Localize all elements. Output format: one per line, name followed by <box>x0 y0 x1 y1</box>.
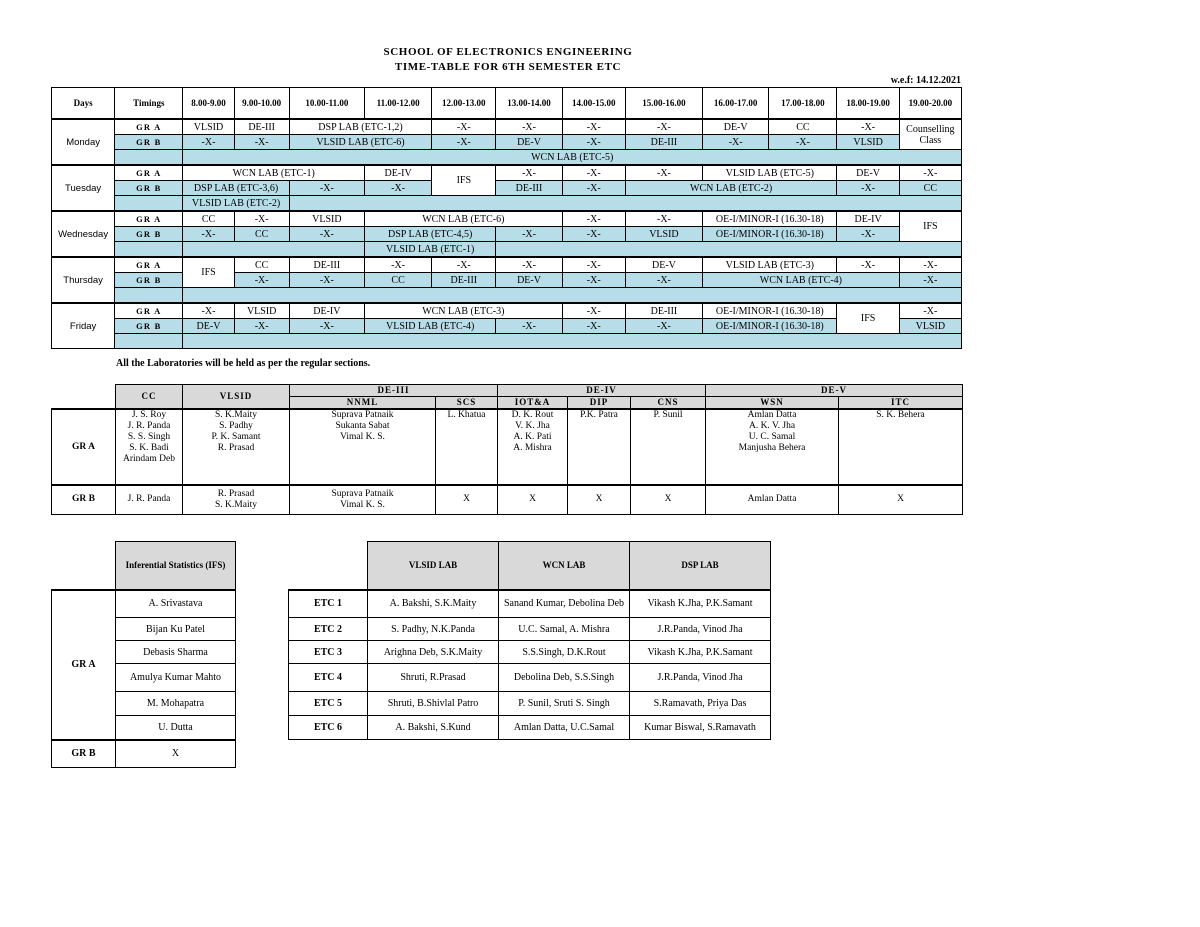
slot-cell: OE-I/MINOR-I (16.30-18) <box>703 211 837 227</box>
lab-row <box>289 664 771 692</box>
faculty-list-itc <box>839 409 963 485</box>
corner-cell <box>52 385 116 410</box>
slot-cell: DE-III <box>432 273 496 288</box>
slot-cell: -X- <box>289 319 364 334</box>
faculty-name: Vimal K. S. <box>340 432 385 442</box>
ifs-row <box>52 590 236 618</box>
slot-cell: CC <box>899 181 961 196</box>
faculty-name: P. K. Samant <box>211 432 261 442</box>
doc-subtitle: TIME-TABLE FOR 6TH SEMESTER ETC <box>394 61 622 73</box>
faculty-name: S. K. Badi <box>129 443 169 453</box>
slot-cell: CC <box>234 227 289 242</box>
group-label: GR A <box>52 590 116 740</box>
faculty-name: A. Srivastava <box>116 590 236 618</box>
faculty-table <box>51 384 963 515</box>
slot-cell: -X- <box>562 257 625 273</box>
group-label: GR B <box>115 273 183 288</box>
faculty-name: Debasis Sharma <box>116 641 236 664</box>
timings-header: Timings <box>115 88 183 120</box>
lab-cell: Kumar Biswal, S.Ramavath <box>630 716 771 740</box>
monday-gra-row <box>52 119 962 135</box>
group-label: GR B <box>115 135 183 150</box>
lab-cell: J.R.Panda, Vinod Jha <box>630 618 771 641</box>
slot-cell <box>115 242 183 258</box>
slot-cell: DE-III <box>289 257 364 273</box>
slot-cell: -X- <box>562 319 625 334</box>
lab-row <box>289 716 771 740</box>
slot-cell: -X- <box>496 119 562 135</box>
slot-cell: DE-V <box>496 273 562 288</box>
faculty-name: R. Prasad <box>217 488 255 499</box>
faculty-list-vlsid <box>183 409 290 485</box>
slot-cell: -X- <box>837 181 899 196</box>
wcn-lab-header: WCN LAB <box>499 542 630 590</box>
group-label: GR B <box>115 227 183 242</box>
slot-cell: DE-III <box>234 119 289 135</box>
faculty-name: X <box>498 485 568 514</box>
slot-cell: DE-IV <box>289 303 364 319</box>
slot-cell: -X- <box>183 135 234 150</box>
slot-cell: WCN LAB (ETC-2) <box>625 181 837 196</box>
slot-cell: -X- <box>562 165 625 181</box>
slot-cell: -X- <box>496 257 562 273</box>
slot-cell: -X- <box>562 181 625 196</box>
time-slot: 16.00-17.00 <box>703 88 769 120</box>
slot-cell: VLSID LAB (ETC-1) <box>364 242 495 258</box>
slot-cell: OE-I/MINOR-I (16.30-18) <box>703 319 837 334</box>
lab-cell: S.S.Singh, D.K.Rout <box>499 641 630 664</box>
faculty-name: Suprava Patnaik <box>331 488 394 499</box>
scs-header: SCS <box>436 397 498 410</box>
faculty-list-cc <box>116 409 183 485</box>
lab-cell: Sanand Kumar, Debolina Deb <box>499 590 630 618</box>
faculty-name: Amulya Kumar Mahto <box>116 664 236 692</box>
slot-cell: -X- <box>364 257 431 273</box>
group-label: GR B <box>115 181 183 196</box>
etc-label: ETC 6 <box>289 716 368 740</box>
group-label: GR A <box>115 119 183 135</box>
faculty-header-row-1 <box>52 385 963 397</box>
slot-cell: -X- <box>562 135 625 150</box>
faculty-name: S. K.Maity <box>215 410 257 420</box>
slot-cell: IFS <box>183 257 234 288</box>
faculty-name: X <box>436 485 498 514</box>
slot-cell: -X- <box>496 165 562 181</box>
slot-cell: VLSID <box>183 119 234 135</box>
faculty-name: L. Khatua <box>447 410 486 420</box>
slot-cell: VLSID <box>625 227 702 242</box>
slot-cell: -X- <box>234 273 289 288</box>
slot-cell: VLSID LAB (ETC-5) <box>703 165 837 181</box>
slot-cell: OE-I/MINOR-I (16.30-18) <box>703 227 837 242</box>
slot-cell: DE-III <box>625 135 702 150</box>
faculty-list-vlsid <box>183 485 290 514</box>
slot-cell: -X- <box>364 181 431 196</box>
de4-header: DE-IV <box>498 385 706 397</box>
slot-cell: -X- <box>899 257 961 273</box>
lab-cell: A. Bakshi, S.Kund <box>368 716 499 740</box>
slot-cell: VLSID LAB (ETC-4) <box>364 319 495 334</box>
slot-cell: DE-IV <box>364 165 431 181</box>
dsp-lab-header: DSP LAB <box>630 542 771 590</box>
day-thursday: Thursday <box>52 257 115 303</box>
days-header: Days <box>52 88 115 120</box>
faculty-name: S. K. Behera <box>876 410 925 420</box>
slot-cell: DSP LAB (ETC-3,6) <box>183 181 289 196</box>
slot-cell: -X- <box>496 319 562 334</box>
slot-cell <box>115 150 183 166</box>
tuesday-combined-row <box>52 196 962 212</box>
wednesday-grb-row <box>52 227 962 242</box>
faculty-name: S. S. Singh <box>127 432 171 442</box>
time-slot: 14.00-15.00 <box>562 88 625 120</box>
lab-cell: U.C. Samal, A. Mishra <box>499 618 630 641</box>
corner-cell <box>52 542 116 590</box>
timetable-header-row <box>52 88 962 120</box>
wednesday-gra-row <box>52 211 962 227</box>
de5-header: DE-V <box>706 385 963 397</box>
slot-cell: VLSID LAB (ETC-3) <box>703 257 837 273</box>
group-label: GR B <box>52 485 116 514</box>
slot-cell: DE-V <box>496 135 562 150</box>
group-label: GR A <box>115 165 183 181</box>
slot-cell: -X- <box>432 257 496 273</box>
slot-cell: VLSID LAB (ETC-2) <box>183 196 289 212</box>
ifs-table <box>51 541 236 768</box>
lab-row <box>289 618 771 641</box>
slot-cell: DE-IV <box>837 211 899 227</box>
day-tuesday: Tuesday <box>52 165 115 211</box>
slot-cell: CC <box>234 257 289 273</box>
ifs-header-row <box>52 542 236 590</box>
slot-cell <box>115 288 183 304</box>
itc-header: ITC <box>839 397 963 410</box>
slot-cell: -X- <box>562 211 625 227</box>
slot-cell: -X- <box>899 303 961 319</box>
faculty-name: Sukanta Sabat <box>335 421 390 431</box>
timetable <box>51 87 962 349</box>
faculty-name: J. R. Panda <box>127 421 171 431</box>
slot-cell: VLSID LAB (ETC-6) <box>289 135 431 150</box>
slot-cell: CC <box>183 211 234 227</box>
etc-label: ETC 3 <box>289 641 368 664</box>
slot-cell: -X- <box>562 227 625 242</box>
slot-cell: VLSID <box>899 319 961 334</box>
faculty-name: Suprava Patnaik <box>331 410 394 420</box>
vlsid-header: VLSID <box>183 385 290 410</box>
faculty-list-scs <box>436 409 498 485</box>
slot-cell: -X- <box>837 227 899 242</box>
faculty-name: U. C. Samal <box>748 432 796 442</box>
monday-combined-row <box>52 150 962 166</box>
faculty-name: X <box>568 485 631 514</box>
slot-cell: DE-III <box>496 181 562 196</box>
faculty-name: Amlan Datta <box>706 485 839 514</box>
slot-cell: -X- <box>432 135 496 150</box>
slot-cell: -X- <box>562 303 625 319</box>
tuesday-grb-row <box>52 181 962 196</box>
friday-gra-row <box>52 303 962 319</box>
group-label: GR A <box>115 211 183 227</box>
day-friday: Friday <box>52 303 115 349</box>
etc-label: ETC 2 <box>289 618 368 641</box>
cns-header: CNS <box>631 397 706 410</box>
slot-cell: WCN LAB (ETC-6) <box>364 211 562 227</box>
day-wednesday: Wednesday <box>52 211 115 257</box>
wednesday-combined-row <box>52 242 962 258</box>
slot-cell: DSP LAB (ETC-4,5) <box>364 227 495 242</box>
friday-grb-row <box>52 319 962 334</box>
slot-cell: -X- <box>432 119 496 135</box>
day-monday: Monday <box>52 119 115 165</box>
slot-cell: CC <box>364 273 431 288</box>
faculty-name: S. Padhy <box>219 421 253 431</box>
faculty-list-dip <box>568 409 631 485</box>
time-slot: 11.00-12.00 <box>364 88 431 120</box>
vlsid-lab-header: VLSID LAB <box>368 542 499 590</box>
time-slot: 12.00-13.00 <box>432 88 496 120</box>
lab-cell: Vikash K.Jha, P.K.Samant <box>630 590 771 618</box>
slot-cell: -X- <box>183 303 234 319</box>
group-label: GR A <box>52 409 116 485</box>
slot-cell: -X- <box>562 273 625 288</box>
faculty-list-nnml <box>290 485 436 514</box>
lab-cell: Shruti, B.Shivlal Patro <box>368 692 499 716</box>
faculty-name: P. Sunil <box>653 410 683 420</box>
thursday-combined-row <box>52 288 962 304</box>
monday-grb-row <box>52 135 962 150</box>
ifs-grb-row <box>52 740 236 768</box>
slot-cell: VLSID <box>289 211 364 227</box>
time-slot: 13.00-14.00 <box>496 88 562 120</box>
friday-combined-row <box>52 334 962 349</box>
slot-cell: WCN LAB (ETC-1) <box>183 165 365 181</box>
faculty-grb-row <box>52 485 963 514</box>
slot-cell: IFS <box>899 211 961 242</box>
faculty-name: M. Mohapatra <box>116 692 236 716</box>
group-label: GR B <box>52 740 116 768</box>
faculty-name: A. Mishra <box>513 443 552 453</box>
faculty-gra-row <box>52 409 963 485</box>
ifs-header: Inferential Statistics (IFS) <box>116 542 236 590</box>
slot-cell: -X- <box>289 181 364 196</box>
iota-header: IOT&A <box>498 397 568 410</box>
slot-cell: DE-V <box>837 165 899 181</box>
lab-row <box>289 641 771 664</box>
time-slot: 15.00-16.00 <box>625 88 702 120</box>
lab-cell: Shruti, R.Prasad <box>368 664 499 692</box>
slot-cell: -X- <box>899 273 961 288</box>
tuesday-gra-row <box>52 165 962 181</box>
slot-cell <box>115 334 183 349</box>
lab-row <box>289 692 771 716</box>
slot-cell: CC <box>769 119 837 135</box>
slot-cell: VLSID <box>234 303 289 319</box>
slot-cell <box>183 334 962 349</box>
faculty-name: D. K. Rout <box>511 410 554 420</box>
faculty-name: R. Prasad <box>217 443 255 453</box>
time-slot: 18.00-19.00 <box>837 88 899 120</box>
nnml-header: NNML <box>290 397 436 410</box>
slot-cell: -X- <box>289 227 364 242</box>
faculty-name: Vimal K. S. <box>340 499 385 510</box>
slot-cell: -X- <box>625 273 702 288</box>
slot-cell: VLSID <box>837 135 899 150</box>
group-label: GR A <box>115 303 183 319</box>
time-slot: 19.00-20.00 <box>899 88 961 120</box>
slot-cell: -X- <box>234 135 289 150</box>
lab-cell: J.R.Panda, Vinod Jha <box>630 664 771 692</box>
time-slot: 8.00-9.00 <box>183 88 234 120</box>
slot-cell: DE-III <box>625 303 702 319</box>
slot-cell <box>289 196 961 212</box>
faculty-name: J. S. Roy <box>131 410 167 420</box>
faculty-name: X <box>631 485 706 514</box>
etc-label: ETC 4 <box>289 664 368 692</box>
slot-cell: -X- <box>625 165 702 181</box>
slot-cell: -X- <box>183 227 234 242</box>
slot-cell: IFS <box>432 165 496 196</box>
lab-cell: Vikash K.Jha, P.K.Samant <box>630 641 771 664</box>
time-slot: 9.00-10.00 <box>234 88 289 120</box>
slot-cell: -X- <box>703 135 769 150</box>
slot-cell: -X- <box>899 165 961 181</box>
etc-label: ETC 5 <box>289 692 368 716</box>
slot-cell: -X- <box>234 211 289 227</box>
slot-cell: -X- <box>625 119 702 135</box>
wsn-header: WSN <box>706 397 839 410</box>
slot-cell: -X- <box>625 211 702 227</box>
lab-table <box>288 541 771 740</box>
faculty-list-wsn <box>706 409 839 485</box>
slot-cell: Counselling Class <box>899 119 961 150</box>
slot-cell: DSP LAB (ETC-1,2) <box>289 119 431 135</box>
effective-date: w.e.f: 14.12.2021 <box>890 75 961 86</box>
dip-header: DIP <box>568 397 631 410</box>
slot-cell: -X- <box>837 257 899 273</box>
de3-header: DE-III <box>290 385 498 397</box>
group-label: GR A <box>115 257 183 273</box>
lab-cell: P. Sunil, Sruti S. Singh <box>499 692 630 716</box>
faculty-name: S. K.Maity <box>215 499 257 510</box>
faculty-name: Amlan Datta <box>747 410 797 420</box>
slot-cell: OE-I/MINOR-I (16.30-18) <box>703 303 837 319</box>
slot-cell <box>115 196 183 212</box>
faculty-list-nnml <box>290 409 436 485</box>
slot-cell: IFS <box>837 303 899 334</box>
lab-header-row <box>289 542 771 590</box>
etc-label: ETC 1 <box>289 590 368 618</box>
slot-cell: DE-V <box>183 319 234 334</box>
lab-row <box>289 590 771 618</box>
time-slot: 17.00-18.00 <box>769 88 837 120</box>
faculty-name: X <box>116 740 236 768</box>
faculty-list-cns <box>631 409 706 485</box>
faculty-name: A. K. Pati <box>513 432 552 442</box>
lab-cell: Amlan Datta, U.C.Samal <box>499 716 630 740</box>
slot-cell: WCN LAB (ETC-5) <box>183 150 962 166</box>
lab-cell: S.Ramavath, Priya Das <box>630 692 771 716</box>
lab-cell: Arighna Deb, S.K.Maity <box>368 641 499 664</box>
slot-cell: -X- <box>289 273 364 288</box>
faculty-name: U. Dutta <box>116 716 236 740</box>
cc-header: CC <box>116 385 183 410</box>
faculty-name: Arindam Deb <box>123 454 175 464</box>
slot-cell: WCN LAB (ETC-4) <box>703 273 900 288</box>
slot-cell: WCN LAB (ETC-3) <box>364 303 562 319</box>
faculty-name: Manjusha Behera <box>738 443 806 453</box>
thursday-gra-row <box>52 257 962 273</box>
faculty-name: V. K. Jha <box>515 421 550 431</box>
slot-cell: -X- <box>837 119 899 135</box>
lab-cell: A. Bakshi, S.K.Maity <box>368 590 499 618</box>
time-slot: 10.00-11.00 <box>289 88 364 120</box>
slot-cell <box>183 288 962 304</box>
slot-cell <box>183 242 365 258</box>
lab-cell: S. Padhy, N.K.Panda <box>368 618 499 641</box>
faculty-name: J. R. Panda <box>116 485 183 514</box>
faculty-name: Bijan Ku Patel <box>116 618 236 641</box>
slot-cell: -X- <box>496 227 562 242</box>
faculty-list-iota <box>498 409 568 485</box>
corner-cell <box>289 542 368 590</box>
doc-title: SCHOOL OF ELECTRONICS ENGINEERING <box>383 46 633 58</box>
slot-cell: -X- <box>625 319 702 334</box>
slot-cell <box>496 242 962 258</box>
lab-cell: Debolina Deb, S.S.Singh <box>499 664 630 692</box>
slot-cell: -X- <box>769 135 837 150</box>
faculty-name: X <box>839 485 963 514</box>
slot-cell: DE-V <box>703 119 769 135</box>
group-label: GR B <box>115 319 183 334</box>
faculty-name: P.K. Patra <box>580 410 618 420</box>
slot-cell: -X- <box>562 119 625 135</box>
slot-cell: -X- <box>234 319 289 334</box>
slot-cell: DE-V <box>625 257 702 273</box>
faculty-name: A. K. V. Jha <box>748 421 796 431</box>
lab-note: All the Laboratories will be held as per the regular sections. <box>116 358 371 369</box>
